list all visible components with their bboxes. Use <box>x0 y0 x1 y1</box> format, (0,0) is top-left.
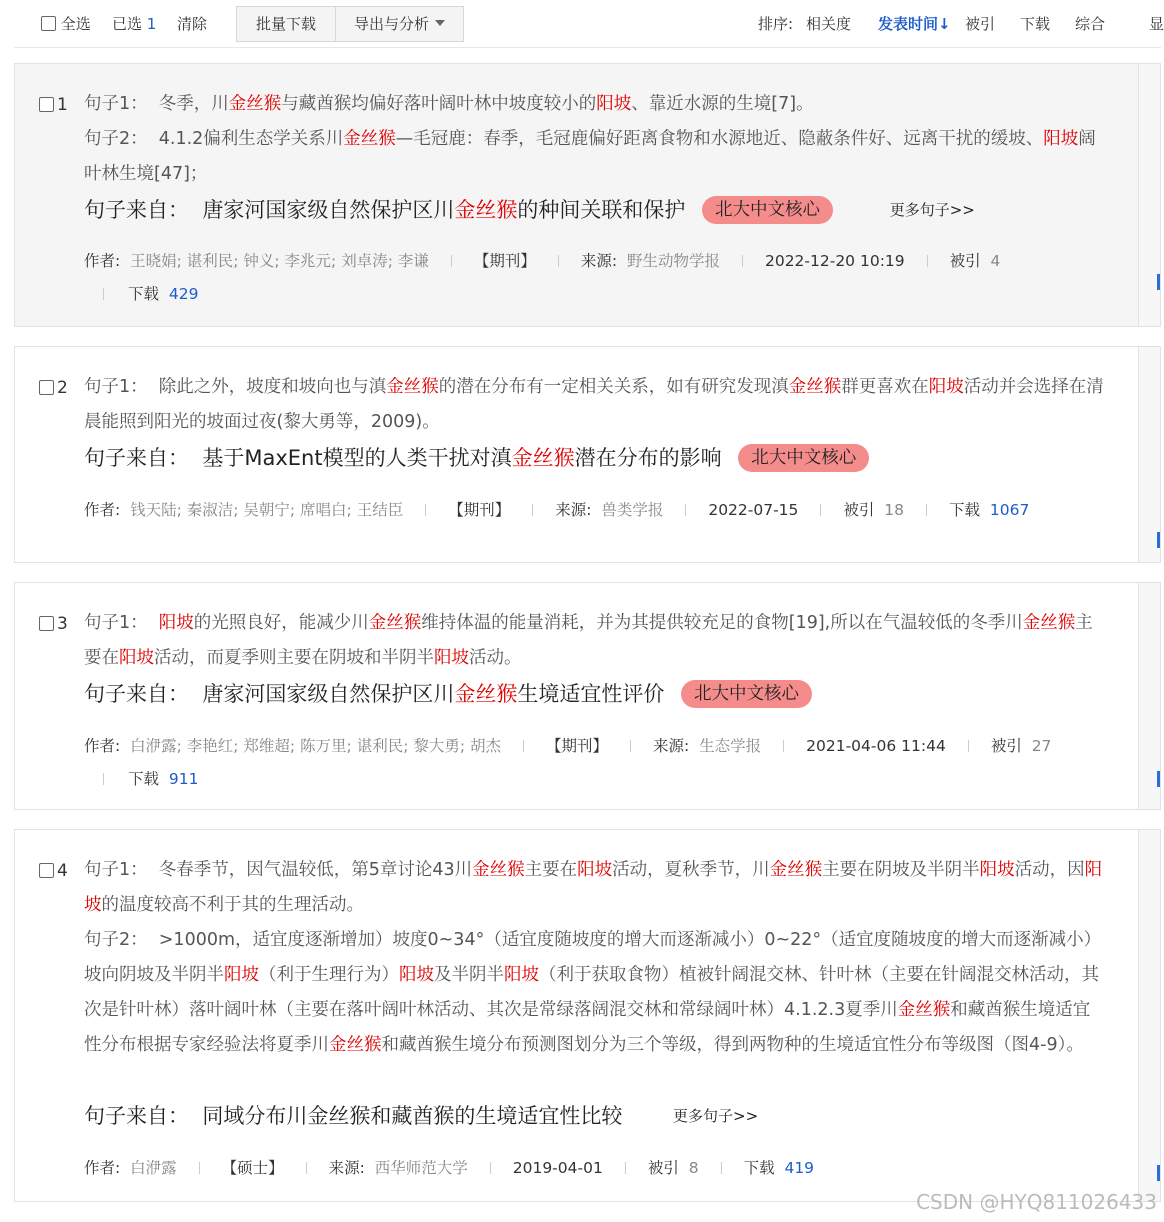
result-index[interactable] <box>39 378 68 398</box>
text-run: 群更喜欢在 <box>841 377 929 397</box>
text-run: （利于生理行为） <box>259 965 399 985</box>
divider <box>103 773 104 785</box>
keyword-highlight: 金丝猴 <box>329 1035 382 1055</box>
batch-download-button[interactable]: 批量下载 <box>236 6 336 42</box>
text-run: 主要在 <box>524 860 578 880</box>
text-run: 唐家河国家级自然保护区川 <box>202 682 455 706</box>
result-number: 3 <box>57 614 68 634</box>
text-run: 活动，而夏季则主要在阴坡和半阴半 <box>154 648 434 668</box>
more-sentences-link[interactable]: 更多句子>> <box>673 1107 759 1125</box>
keyword-highlight: 金丝猴 <box>454 682 518 706</box>
divider <box>783 740 784 752</box>
card-side-strip <box>1138 64 1160 326</box>
keyword-highlight: 金丝猴 <box>386 377 439 397</box>
meta-row <box>84 245 1000 278</box>
result-card <box>14 582 1161 810</box>
card-side-strip <box>1138 347 1160 562</box>
meta-row <box>84 1152 814 1185</box>
select-all-checkbox[interactable] <box>41 14 91 34</box>
sentence-2 <box>84 923 1106 1063</box>
keyword-highlight: 金丝猴 <box>511 446 575 470</box>
keyword-highlight: 金丝猴 <box>788 377 842 397</box>
keyword-highlight: 阳坡 <box>119 648 154 668</box>
text-run: 和藏酋猴生境分布预测图划分为三个等级，得到两物种的生境适宜性分布等级图（图4-9）。 <box>381 1035 1084 1055</box>
origin-label: 来源: <box>653 737 690 755</box>
paper-title-link[interactable] <box>202 446 721 470</box>
cited-count: 27 <box>1031 737 1052 755</box>
sort-pubtime-label: 发表时间 <box>878 15 939 33</box>
divider <box>721 1162 722 1174</box>
sentence-label: 句子1： <box>84 94 159 114</box>
display-toggle[interactable]: 显 <box>1149 15 1164 33</box>
result-card <box>14 346 1161 563</box>
pub-date: 2021-04-06 11:44 <box>806 737 946 755</box>
text-run: 同域分布川金丝猴和藏酋猴的生境适宜性比较 <box>202 1104 623 1128</box>
download-count[interactable]: 1067 <box>989 501 1030 519</box>
origin[interactable]: 野生动物学报 <box>626 252 720 270</box>
divider <box>820 504 821 516</box>
author-label: 作者: <box>84 1159 121 1177</box>
core-journal-badge: 北大中文核心 <box>738 444 869 472</box>
divider <box>306 1162 307 1174</box>
keyword-highlight: 阳坡 <box>399 965 434 985</box>
divider <box>103 288 104 300</box>
text-run: 的光照良好，能减少川 <box>193 613 369 633</box>
text-run: 、靠近水源的生境[7]。 <box>631 94 814 114</box>
cited-label: 被引 <box>949 252 981 270</box>
keyword-highlight: 金丝猴 <box>472 860 525 880</box>
doc-type: 【硕士】 <box>221 1159 284 1177</box>
origin-label: 来源: <box>580 252 618 270</box>
divider <box>199 1162 200 1174</box>
sort-relevance[interactable]: 相关度 <box>806 15 852 33</box>
divider <box>523 740 524 752</box>
text-run: 的温度较高不利于其的生理活动。 <box>101 895 364 915</box>
keyword-highlight: 金丝猴 <box>769 860 823 880</box>
text-run: 的种间关联和保护 <box>517 198 686 222</box>
keyword-highlight: 阳坡 <box>434 648 469 668</box>
sentence-1 <box>84 87 1106 122</box>
meta-row <box>84 494 1029 527</box>
divider <box>558 255 559 267</box>
text-run: 的潜在分布有一定相关关系，如有研究发现滇 <box>438 377 789 397</box>
core-journal-badge: 北大中文核心 <box>681 680 812 708</box>
result-number: 4 <box>57 861 68 881</box>
text-run: 活动，夏秋季节，川 <box>612 860 770 880</box>
text-run: —毛冠鹿：春季，毛冠鹿偏好距离食物和水源地近、隐蔽条件好、远离干扰的缓坡、 <box>395 129 1044 149</box>
text-run: 主要在阴坡及半阴半 <box>822 860 980 880</box>
text-run: 冬春季节，因气温较低，第5章讨论43川 <box>158 860 473 880</box>
checkbox-icon[interactable] <box>39 97 54 112</box>
keyword-highlight: 阳坡 <box>979 860 1015 880</box>
keyword-highlight: 金丝猴 <box>1022 613 1076 633</box>
text-run: 生境适宜性评价 <box>517 682 665 706</box>
authors[interactable]: 白洢露 <box>130 1159 177 1177</box>
text-run: 与藏酋猴均偏好落叶阔叶林中坡度较小的 <box>281 94 597 114</box>
source-title-row <box>84 679 812 709</box>
text-run: 活动并会选择在清晨能照到阳光的坡面过夜(黎大勇等，2009)。 <box>84 377 1104 432</box>
keyword-highlight: 金丝猴 <box>368 613 422 633</box>
keyword-highlight: 阳坡 <box>224 965 259 985</box>
selected-label: 已选 <box>112 15 143 33</box>
origin-label: 来源: <box>555 501 592 519</box>
result-toolbar <box>14 0 1164 48</box>
text-run: 主要在 <box>84 613 1093 668</box>
download-label: 下载 <box>128 770 160 788</box>
result-index[interactable] <box>39 861 68 881</box>
card-side-marker <box>1157 1165 1160 1181</box>
arrow-down-icon: ↓ <box>938 15 951 33</box>
download-count[interactable]: 419 <box>784 1159 815 1177</box>
origin[interactable]: 西华师范大学 <box>374 1159 468 1177</box>
sentence-label: 句子1： <box>84 613 159 633</box>
sentence-2 <box>84 122 1106 192</box>
result-card <box>14 829 1161 1202</box>
result-index[interactable] <box>39 614 68 634</box>
checkbox-icon[interactable] <box>39 863 54 878</box>
meta-row-2 <box>103 278 198 311</box>
download-label: 下载 <box>949 501 981 519</box>
text-run: 和藏酋猴生境适宜性分布根据专家经验法将夏季川 <box>84 1000 1091 1055</box>
divider <box>685 504 686 516</box>
divider <box>532 504 533 516</box>
keyword-highlight: 阳坡 <box>158 613 194 633</box>
text-run: （利于获取食物）植被针阔混交林、针叶林（主要在针阔混交林活动，其次是针叶林）落叶阔叶林（主要在落叶阔叶林活动、其次是常绿落阔混交林和常绿阔叶林）4.1.2.3夏季川 <box>84 965 1099 1020</box>
selected-count: 1 <box>146 15 157 33</box>
download-count[interactable]: 911 <box>168 770 199 788</box>
sentence-label: 句子2： <box>84 129 159 149</box>
sort-pubtime[interactable] <box>878 14 951 34</box>
cited-label: 被引 <box>647 1159 679 1177</box>
source-prefix: 句子来自： <box>84 1104 189 1128</box>
origin-label: 来源: <box>328 1159 365 1177</box>
cited-count: 4 <box>990 252 1001 270</box>
keyword-highlight: 阳坡 <box>84 860 1103 915</box>
cited-label: 被引 <box>843 501 875 519</box>
cited-count: 18 <box>884 501 905 519</box>
divider <box>742 255 743 267</box>
doc-type: 【期刊】 <box>448 501 511 519</box>
chevron-down-icon <box>435 20 445 26</box>
checkbox-icon[interactable] <box>39 616 54 631</box>
checkbox-icon[interactable] <box>39 380 54 395</box>
result-card <box>14 63 1161 327</box>
sort-cited[interactable]: 被引 <box>965 15 996 33</box>
source-prefix: 句子来自： <box>84 446 189 470</box>
cited-label: 被引 <box>990 737 1022 755</box>
clear-button[interactable]: 清除 <box>177 15 208 33</box>
source-prefix: 句子来自： <box>84 198 189 222</box>
cited-count: 8 <box>688 1159 699 1177</box>
meta-row <box>84 730 1051 763</box>
text-run: 阔叶林生境[47]； <box>84 129 1096 184</box>
divider <box>425 504 426 516</box>
sentence-1 <box>84 853 1106 923</box>
text-run: 及半阴半 <box>434 965 504 985</box>
download-label: 下载 <box>128 285 160 303</box>
text-run: 除此之外，坡度和坡向也与滇 <box>158 377 387 397</box>
result-number: 2 <box>57 378 68 398</box>
text-run: >1000m，适宜度逐渐增加）坡度0~34°（适宜度随坡度的增大而逐渐减小）0~22°（适宜度随坡度的增大而逐渐减小）坡向阴坡及半阴半 <box>84 930 1102 985</box>
sort-download[interactable]: 下载 <box>1020 15 1051 33</box>
divider <box>630 740 631 752</box>
divider <box>625 1162 626 1174</box>
authors[interactable]: 白洢露; 李艳红; 郑维超; 陈万里; 谌利民; 黎大勇; 胡杰 <box>130 737 501 755</box>
sentence-label: 句子1： <box>84 377 159 397</box>
meta-row-2 <box>103 763 198 796</box>
sentence-label: 句子1： <box>84 860 159 880</box>
card-side-marker <box>1157 274 1160 290</box>
keyword-highlight: 金丝猴 <box>228 94 282 114</box>
divider <box>451 255 452 267</box>
origin[interactable]: 兽类学报 <box>601 501 664 519</box>
source-title-row <box>84 443 869 473</box>
selected-indicator <box>112 14 156 34</box>
authors[interactable]: 王晓娟; 谌利民; 钟义; 李兆元; 刘卓涛; 李谦 <box>130 252 429 270</box>
source-prefix: 句子来自： <box>84 682 189 706</box>
text-run: 冬季，川 <box>158 94 229 114</box>
keyword-highlight: 金丝猴 <box>343 129 396 149</box>
keyword-highlight: 阳坡 <box>577 860 613 880</box>
author-label: 作者: <box>84 501 121 519</box>
pub-date: 2022-07-15 <box>708 501 799 519</box>
text-run: 唐家河国家级自然保护区川 <box>202 198 455 222</box>
paper-title-link[interactable] <box>202 682 664 706</box>
card-side-strip <box>1138 583 1160 809</box>
checkbox-icon[interactable] <box>41 16 56 31</box>
text-run: 活动，因 <box>1014 860 1085 880</box>
paper-title-link[interactable] <box>202 198 685 222</box>
text-run: 潜在分布的影响 <box>574 446 722 470</box>
authors[interactable]: 钱天陆; 秦淑洁; 吴朝宁; 席唱白; 王结臣 <box>130 501 404 519</box>
origin[interactable]: 生态学报 <box>699 737 762 755</box>
keyword-highlight: 金丝猴 <box>897 1000 951 1020</box>
author-label: 作者: <box>84 252 121 270</box>
divider <box>926 504 927 516</box>
core-journal-badge: 北大中文核心 <box>702 196 833 224</box>
sentence-1 <box>84 370 1106 440</box>
result-index[interactable] <box>39 95 68 115</box>
doc-type: 【期刊】 <box>473 252 536 270</box>
text-run: 维持体温的能量消耗，并为其提供较充足的食物[19],所以在气温较低的冬季川 <box>421 613 1023 633</box>
sentence-1 <box>84 606 1106 676</box>
source-title-row <box>84 195 975 225</box>
csdn-watermark: CSDN @HYQ811026433 <box>916 1190 1157 1214</box>
sort-label: 排序: <box>758 15 794 33</box>
divider <box>968 740 969 752</box>
text-run: 基于MaxEnt模型的人类干扰对滇 <box>202 446 512 470</box>
source-title-row <box>84 1101 758 1131</box>
export-analyze-label: 导出与分析 <box>353 15 429 33</box>
pub-date: 2019-04-01 <box>512 1159 603 1177</box>
text-run: 活动。 <box>469 648 522 668</box>
sort-comprehensive[interactable]: 综合 <box>1075 15 1106 33</box>
text-run: 4.1.2偏利生态学关系川 <box>158 129 344 149</box>
export-analyze-dropdown[interactable] <box>335 6 464 42</box>
doc-type: 【期刊】 <box>546 737 609 755</box>
keyword-highlight: 阳坡 <box>1043 129 1079 149</box>
card-side-strip <box>1138 830 1160 1201</box>
pub-date: 2022-12-20 10:19 <box>764 252 905 270</box>
keyword-highlight: 阳坡 <box>504 965 539 985</box>
result-number: 1 <box>57 95 68 115</box>
divider <box>490 1162 491 1174</box>
sentence-label: 句子2： <box>84 930 159 950</box>
keyword-highlight: 金丝猴 <box>454 198 518 222</box>
keyword-highlight: 阳坡 <box>928 377 964 397</box>
keyword-highlight: 阳坡 <box>596 94 632 114</box>
card-side-marker <box>1157 771 1160 787</box>
card-side-marker <box>1157 532 1160 548</box>
download-label: 下载 <box>743 1159 775 1177</box>
more-sentences-link[interactable]: 更多句子>> <box>889 201 975 219</box>
select-all-label: 全选 <box>60 15 91 33</box>
author-label: 作者: <box>84 737 121 755</box>
download-count[interactable]: 429 <box>168 285 199 303</box>
paper-title-link[interactable] <box>202 1104 622 1128</box>
divider <box>927 255 928 267</box>
